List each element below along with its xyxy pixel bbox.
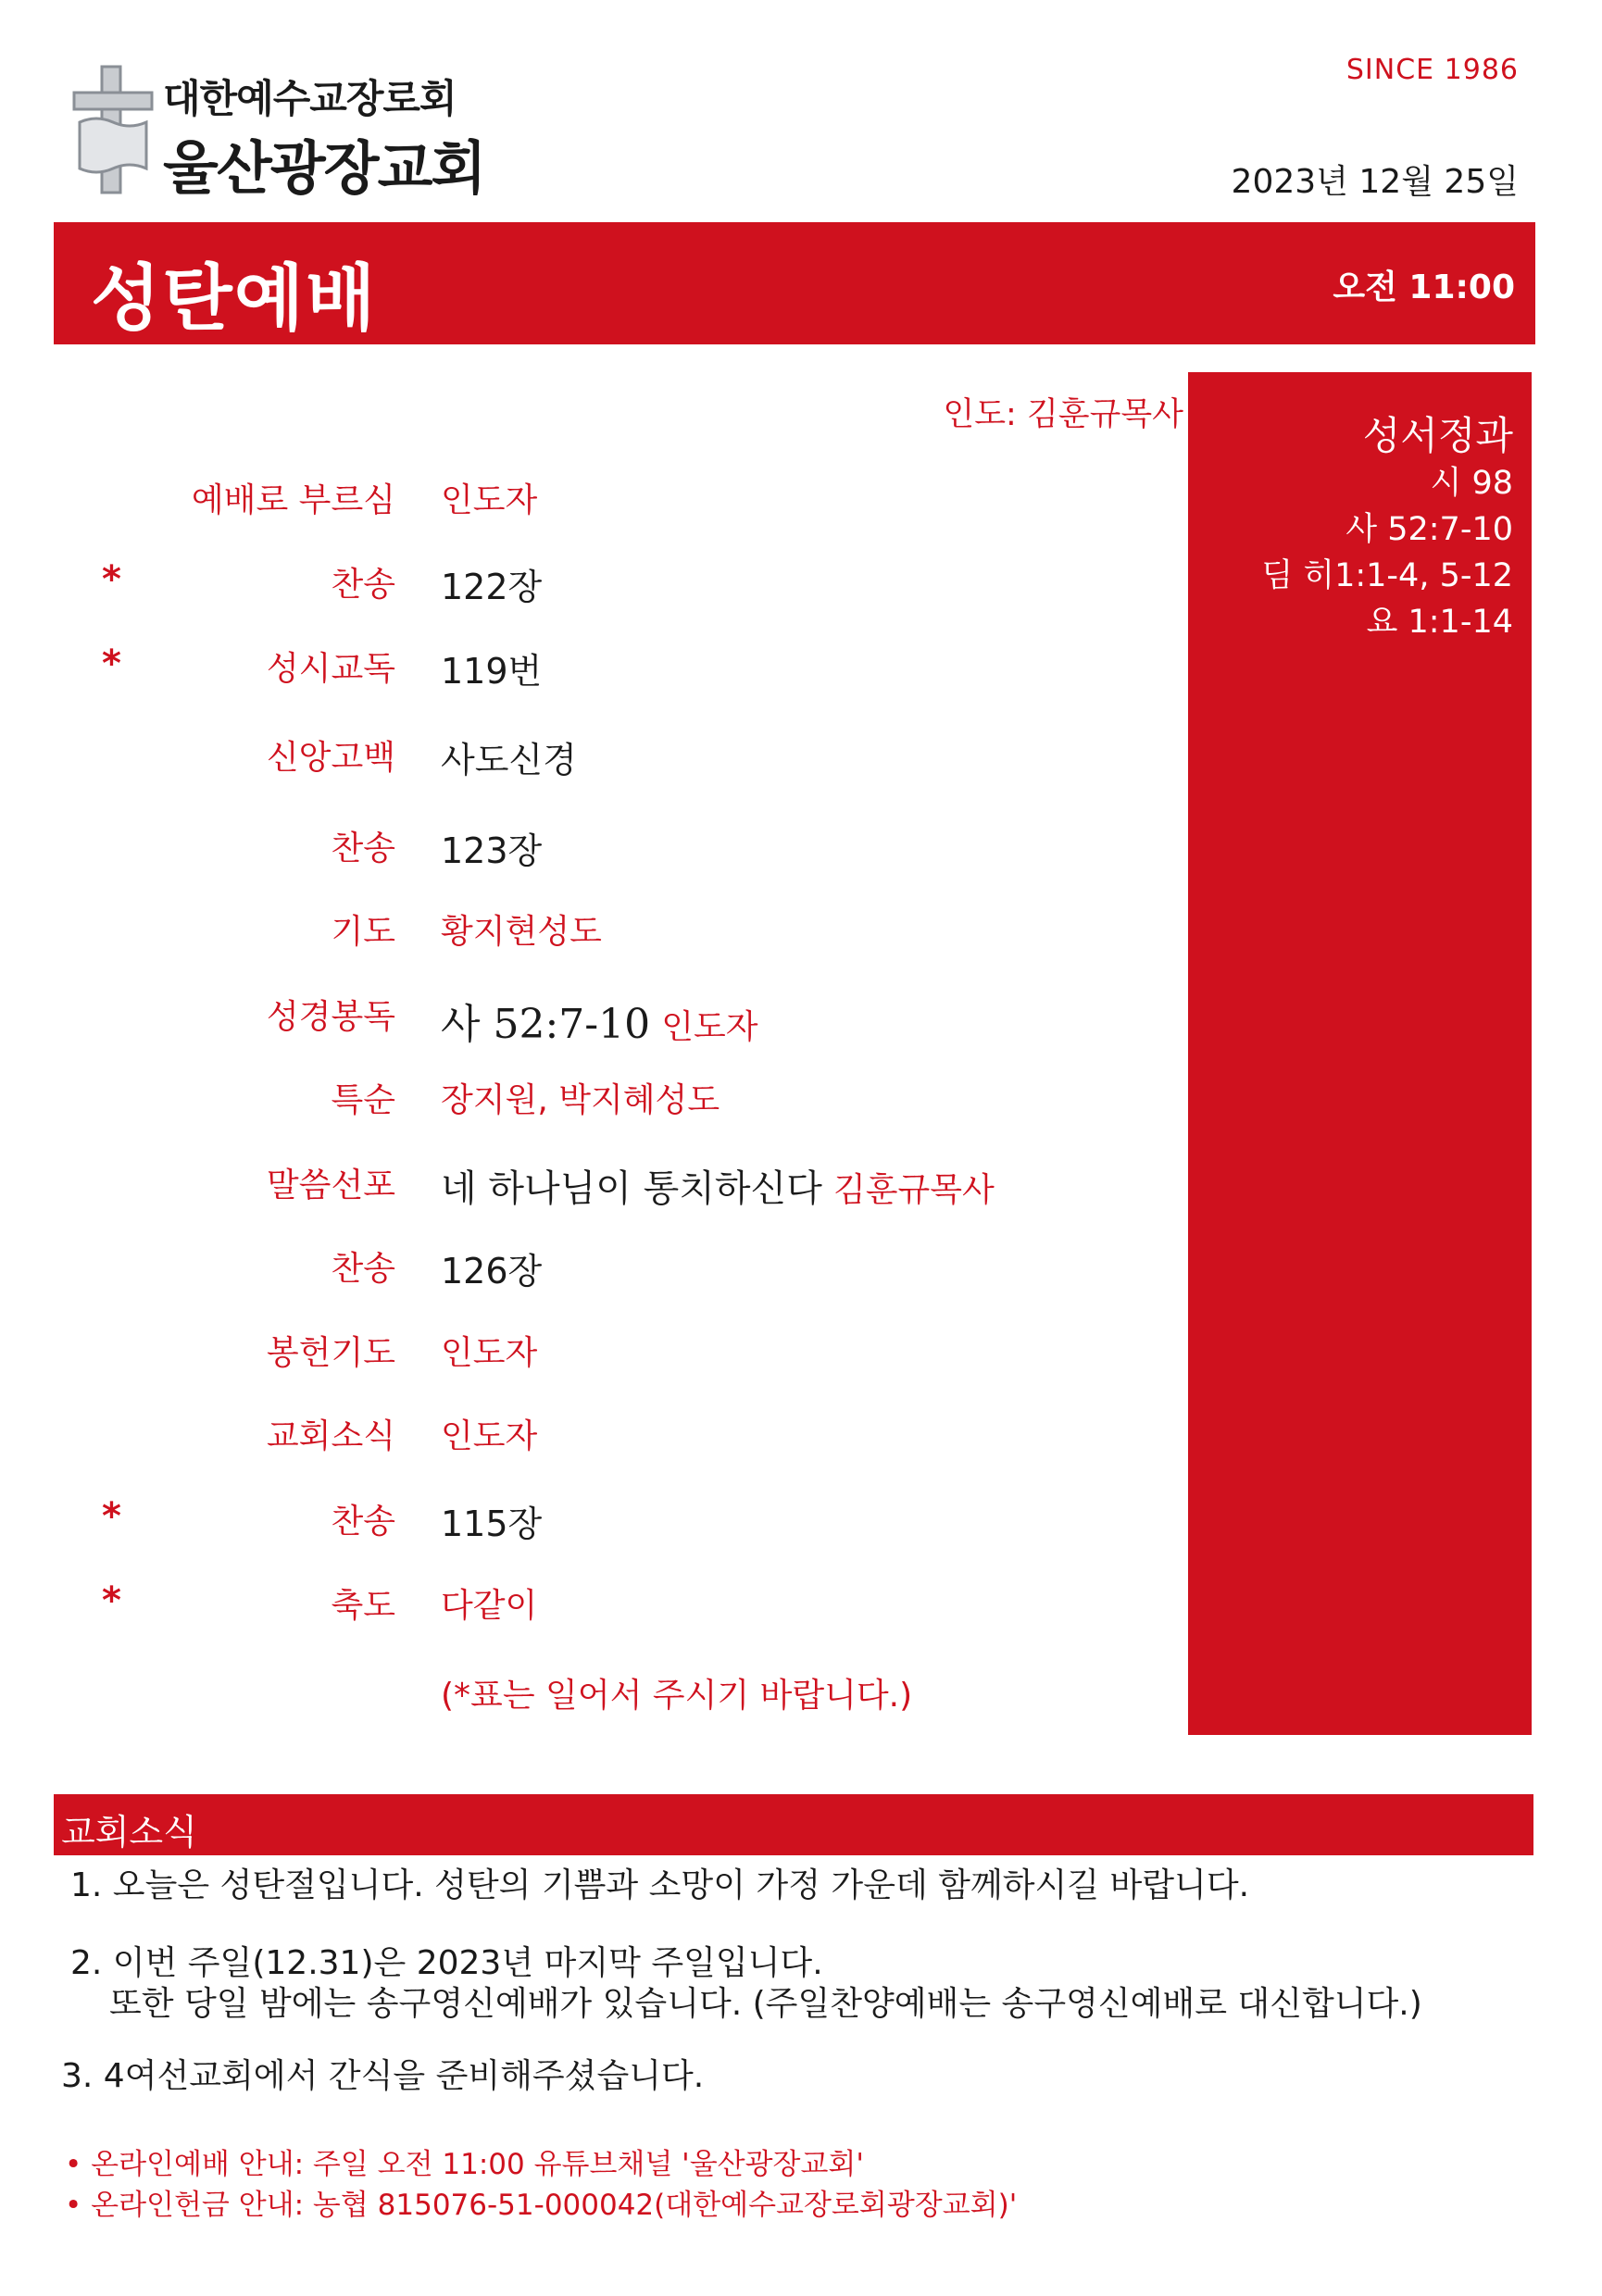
worship-item-label: 성경봉독 <box>266 998 395 1036</box>
worship-item <box>0 1410 1176 1466</box>
news-item: 3. 4여선교회에서 간식을 준비해주셨습니다. <box>61 2057 705 2095</box>
worship-item-label: 기도 <box>331 913 395 951</box>
worship-item-label: 축도 <box>331 1587 395 1625</box>
worship-item <box>0 558 1176 614</box>
standing-marker: * <box>102 558 121 601</box>
worship-item-person: 다같이 <box>441 1587 538 1625</box>
church-name: 울산광장교회 <box>163 134 485 202</box>
standing-marker: * <box>102 1579 121 1622</box>
church-news-header <box>54 1794 1533 1855</box>
worship-item <box>0 1495 1176 1551</box>
worship-item <box>0 474 1176 530</box>
news-item: 또한 당일 밤에는 송구영신예배가 있습니다. (주일찬양예배는 송구영신예배로 대신합니다.) <box>109 1985 1422 2023</box>
news-item: 1. 오늘은 성탄절입니다. 성탄의 기쁨과 소망이 가정 가운데 함께하시길 바랍니다. <box>70 1866 1250 1904</box>
worship-item-label: 신앙고백 <box>266 739 395 777</box>
worship-item-label: 찬송 <box>331 1250 395 1288</box>
online-offering-info: • 온라인헌금 안내: 농협 815076-51-000042(대한예수교장로회광장교회)' <box>65 2189 1018 2222</box>
worship-item-content: 119번 <box>441 651 543 692</box>
lectionary-reading: 딤 히1:1-4, 5-12 <box>1261 557 1513 594</box>
service-banner <box>54 222 1535 344</box>
church-cross-logo <box>70 65 156 194</box>
worship-item-label: 봉헌기도 <box>266 1334 395 1372</box>
worship-item-content: 122장 <box>441 567 543 607</box>
worship-item-content: 115장 <box>441 1504 543 1544</box>
service-date: 2023년 12월 25일 <box>1231 163 1519 201</box>
online-worship-info: • 온라인예배 안내: 주일 오전 11:00 유튜브채널 '울산광장교회' <box>65 2148 864 2181</box>
worship-item <box>0 1074 1176 1129</box>
worship-item-content: 사 52:7-10 <box>441 1001 651 1048</box>
worship-item <box>0 991 1176 1046</box>
worship-item-person: 인도자 <box>441 1334 538 1372</box>
worship-item <box>0 1327 1176 1382</box>
news-item: 2. 이번 주일(12.31)은 2023년 마지막 주일입니다. <box>70 1944 823 1982</box>
since-year: SINCE 1986 <box>1345 54 1519 86</box>
sermon-title: 네 하나님이 통치하신다 <box>441 1167 822 1210</box>
worship-item-person: 인도자 <box>441 481 538 519</box>
worship-item-label: 예배로 부르심 <box>191 481 395 519</box>
worship-item-label: 말씀선포 <box>266 1167 395 1204</box>
worship-item-content: 사도신경 <box>441 740 577 780</box>
worship-item-label: 교회소식 <box>266 1417 395 1455</box>
lectionary-reading: 요 1:1-14 <box>1366 604 1513 641</box>
lectionary-reading: 사 52:7-10 <box>1345 511 1513 548</box>
worship-leader: 인도: 김훈규목사 <box>943 396 1183 433</box>
worship-item-person: 김훈규목사 <box>832 1171 995 1209</box>
standing-note: (*표는 일어서 주시기 바랍니다.) <box>441 1677 913 1715</box>
lectionary-title: 성서정과 <box>1362 413 1513 458</box>
worship-item-person: 장지원, 박지혜성도 <box>441 1081 720 1119</box>
service-title: 성탄예배 <box>91 257 378 341</box>
church-news-title: 교회소식 <box>61 1812 197 1853</box>
standing-marker: * <box>102 1495 121 1538</box>
worship-item-person: 인도자 <box>441 1417 538 1455</box>
worship-item <box>0 1579 1176 1635</box>
worship-item-label: 찬송 <box>331 1503 395 1541</box>
worship-item-label: 특순 <box>331 1081 395 1119</box>
worship-item <box>0 643 1176 698</box>
worship-item-content: 123장 <box>441 830 543 871</box>
standing-marker: * <box>102 643 121 685</box>
worship-item-content: 126장 <box>441 1251 543 1292</box>
worship-item-label: 성시교독 <box>266 650 395 688</box>
worship-item-person: 인도자 <box>661 1008 758 1046</box>
lectionary-panel <box>1188 372 1532 1735</box>
worship-item-label: 찬송 <box>331 566 395 604</box>
worship-item-person: 황지현성도 <box>441 913 602 951</box>
worship-item <box>0 731 1176 787</box>
worship-item <box>0 1159 1176 1215</box>
worship-item <box>0 1242 1176 1298</box>
service-time: 오전 11:00 <box>1333 268 1515 306</box>
denomination-name: 대한예수교장로회 <box>163 76 457 121</box>
worship-item <box>0 822 1176 878</box>
worship-item <box>0 905 1176 961</box>
lectionary-reading: 시 98 <box>1430 465 1513 502</box>
worship-item-label: 찬송 <box>331 830 395 867</box>
